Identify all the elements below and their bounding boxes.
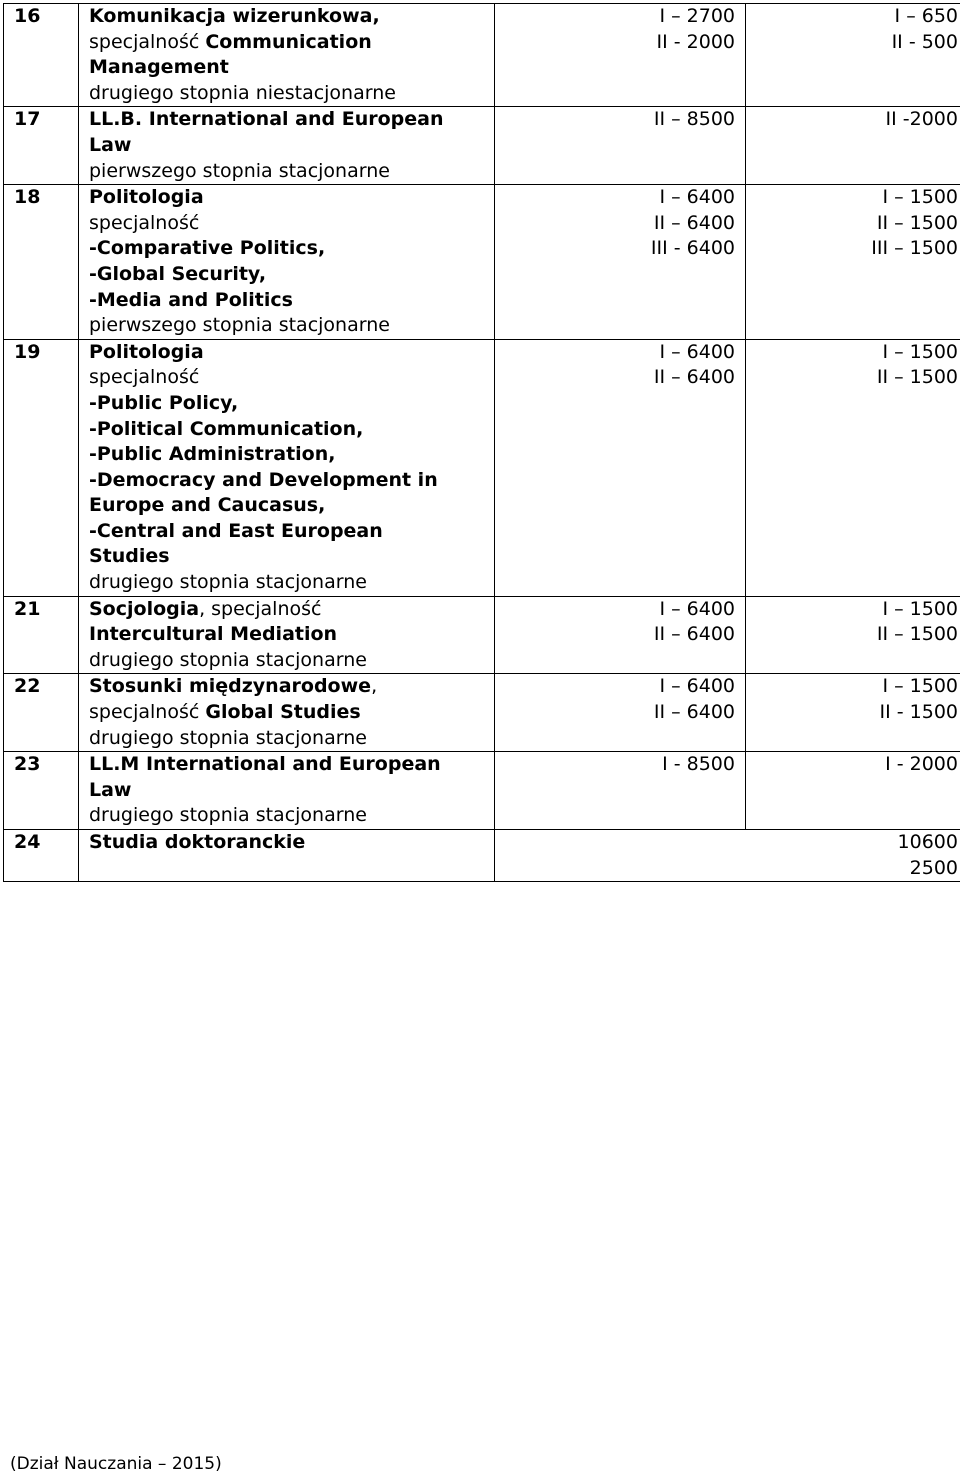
fee-semester bbox=[746, 752, 960, 830]
fee-semester bbox=[746, 4, 960, 107]
fees-table-body bbox=[4, 4, 960, 882]
fee-annual-line: II – 6400 bbox=[505, 622, 735, 648]
fee-annual-line: II - 2000 bbox=[505, 30, 735, 56]
table-row bbox=[4, 185, 960, 340]
program-name: Studia doktoranckie bbox=[79, 830, 495, 882]
fee-semester bbox=[746, 339, 960, 596]
fee-annual-line: I – 6400 bbox=[505, 674, 735, 700]
fee-annual-line: I - 8500 bbox=[505, 752, 735, 778]
fee-annual bbox=[495, 674, 746, 752]
program-name: Socjologia, specjalność Intercultural Mediation drugiego stopnia stacjonarne bbox=[79, 596, 495, 674]
fee-semester-line: I - 2000 bbox=[756, 752, 958, 778]
fee-annual bbox=[495, 4, 746, 107]
fee-semester bbox=[746, 185, 960, 340]
row-number: 16 bbox=[4, 4, 79, 107]
fee-annual bbox=[495, 339, 746, 596]
row-number: 22 bbox=[4, 674, 79, 752]
fee-annual-line: I – 6400 bbox=[505, 597, 735, 623]
fee-semester-line: II – 1500 bbox=[756, 622, 958, 648]
fee-semester-line: II – 1500 bbox=[756, 211, 958, 237]
fee-semester-line: III – 1500 bbox=[756, 236, 958, 262]
fee-annual-line: I – 2700 bbox=[505, 4, 735, 30]
fee-annual bbox=[495, 185, 746, 340]
fee-annual-line: II – 6400 bbox=[505, 365, 735, 391]
table-row bbox=[4, 4, 960, 107]
program-name: Komunikacja wizerunkowa, specjalność Communication Management drugiego stopnia niestacjonarne bbox=[79, 4, 495, 107]
fee-semester-line: II -2000 bbox=[756, 107, 958, 133]
fees-merged bbox=[495, 830, 960, 882]
fee-semester-line: I – 1500 bbox=[756, 674, 958, 700]
table-row bbox=[4, 752, 960, 830]
table-row-last bbox=[4, 830, 960, 882]
fee-semester-line: II - 500 bbox=[756, 30, 958, 56]
fee-annual-line: III - 6400 bbox=[505, 236, 735, 262]
program-name: LL.M International and European Law drugiego stopnia stacjonarne bbox=[79, 752, 495, 830]
fee-semester-line: I – 1500 bbox=[756, 340, 958, 366]
fee-annual-line: II – 6400 bbox=[505, 700, 735, 726]
program-name: LL.B. International and European Law pierwszego stopnia stacjonarne bbox=[79, 107, 495, 185]
table-row bbox=[4, 107, 960, 185]
fee-semester-line: I – 1500 bbox=[756, 185, 958, 211]
row-number: 18 bbox=[4, 185, 79, 340]
fee-annual-line: II – 6400 bbox=[505, 211, 735, 237]
source-footer: (Dział Nauczania – 2015) bbox=[10, 1453, 222, 1475]
fee-semester bbox=[746, 596, 960, 674]
fee-annual bbox=[495, 596, 746, 674]
fee-annual: 10600 bbox=[718, 830, 958, 856]
fee-semester bbox=[746, 107, 960, 185]
program-name: Politologia specjalność -Public Policy, -Political Communication, -Public Administration, -Democracy and Development in Europe and Caucasus, -Central and East European Studies drugiego stopnia stacjonarne bbox=[79, 339, 495, 596]
fee-annual-line: I – 6400 bbox=[505, 185, 735, 211]
program-name: Politologia specjalność -Comparative Politics, -Global Security, -Media and Politics pierwszego stopnia stacjonarne bbox=[79, 185, 495, 340]
program-name: Stosunki międzynarodowe, specjalność Global Studies drugiego stopnia stacjonarne bbox=[79, 674, 495, 752]
fee-semester-line: II - 1500 bbox=[756, 700, 958, 726]
table-row bbox=[4, 674, 960, 752]
row-number: 19 bbox=[4, 339, 79, 596]
row-number: 17 bbox=[4, 107, 79, 185]
row-number: 21 bbox=[4, 596, 79, 674]
table-row bbox=[4, 596, 960, 674]
row-number: 23 bbox=[4, 752, 79, 830]
fee-semester-line: I – 1500 bbox=[756, 597, 958, 623]
fee-annual-line: I – 6400 bbox=[505, 340, 735, 366]
row-number: 24 bbox=[4, 830, 79, 882]
fee-semester-line: I – 650 bbox=[756, 4, 958, 30]
fees-table bbox=[3, 3, 960, 882]
fee-annual bbox=[495, 107, 746, 185]
fee-semester: 2500 bbox=[743, 856, 958, 882]
fee-semester-line: II – 1500 bbox=[756, 365, 958, 391]
table-row bbox=[4, 339, 960, 596]
fee-annual bbox=[495, 752, 746, 830]
fee-annual-line: II – 8500 bbox=[505, 107, 735, 133]
fee-semester bbox=[746, 674, 960, 752]
